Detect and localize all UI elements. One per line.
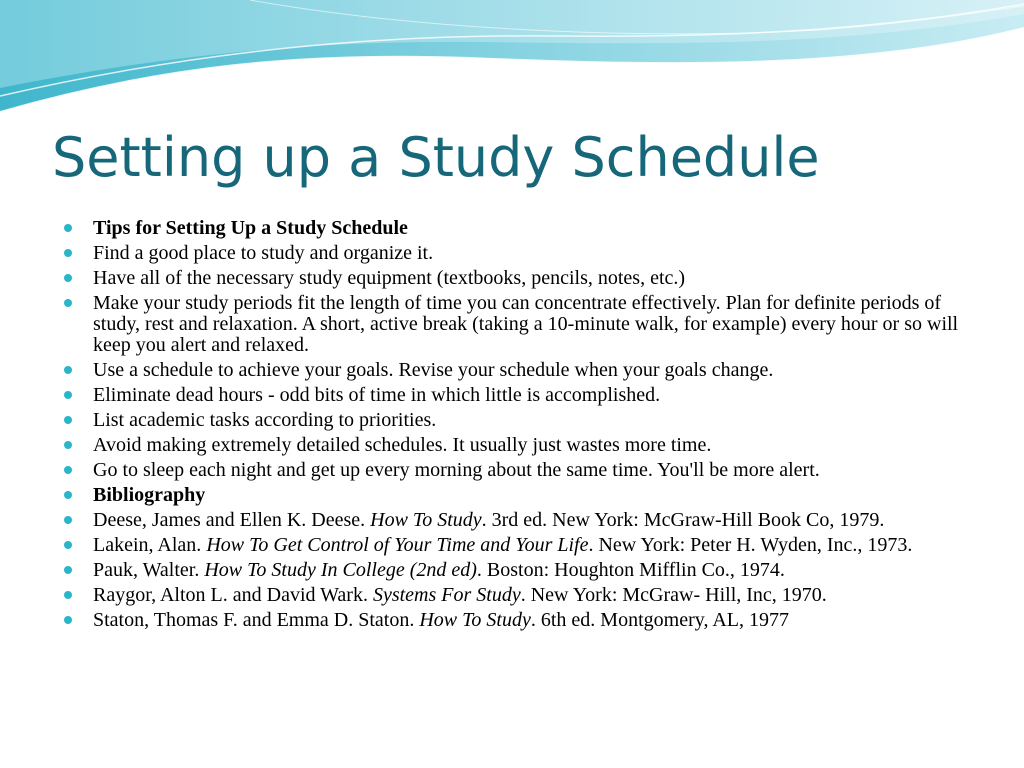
bullet-dot-icon: [64, 366, 72, 374]
list-item: [64, 243, 984, 264]
list-item: [64, 268, 984, 289]
bullet-dot-icon: [64, 466, 72, 474]
bib-publication: . Boston: Houghton Mifflin Co., 1974.: [476, 559, 785, 581]
bibliography-entry: [64, 560, 984, 581]
list-item: [64, 293, 984, 356]
bib-author: Staton, Thomas F. and Emma D. Staton.: [93, 609, 420, 631]
bib-author: Lakein, Alan.: [93, 534, 207, 556]
bibliography-text: [93, 559, 785, 581]
bib-publication: . New York: McGraw- Hill, Inc, 1970.: [520, 584, 827, 606]
list-item-text: Find a good place to study and organize it.: [93, 242, 434, 264]
bullet-dot-icon: [64, 491, 72, 499]
list-item-text: Avoid making extremely detailed schedules. It usually just wastes more time.: [93, 434, 712, 456]
header-wave-decoration: [0, 0, 1024, 130]
bib-author: Pauk, Walter.: [93, 559, 205, 581]
bullet-dot-icon: [64, 541, 72, 549]
bib-author: Raygor, Alton L. and David Wark.: [93, 584, 373, 606]
bib-title: Systems For Study: [372, 584, 521, 606]
list-item: [64, 218, 984, 239]
bullet-list: [64, 218, 984, 635]
list-item: [64, 410, 984, 431]
bullet-dot-icon: [64, 566, 72, 574]
list-item-text: Bibliography: [93, 484, 206, 506]
bullet-dot-icon: [64, 616, 72, 624]
list-item-text: Have all of the necessary study equipment (textbooks, pencils, notes, etc.): [93, 267, 686, 289]
bibliography-entry: [64, 510, 984, 531]
list-item-text: List academic tasks according to priorities.: [93, 409, 437, 431]
bibliography-text: [93, 534, 912, 556]
bibliography-text: [93, 609, 789, 631]
bib-publication: . New York: Peter H. Wyden, Inc., 1973.: [588, 534, 913, 556]
bib-publication: . 6th ed. Montgomery, AL, 1977: [530, 609, 789, 631]
list-item-text: Tips for Setting Up a Study Schedule: [93, 217, 408, 239]
bibliography-entry: [64, 535, 984, 556]
bullet-dot-icon: [64, 299, 72, 307]
bib-title: How To Study: [419, 609, 531, 631]
bullet-dot-icon: [64, 416, 72, 424]
bibliography-entry: [64, 610, 984, 631]
bibliography-entry: [64, 585, 984, 606]
list-item-text: Make your study periods fit the length of time you can concentrate effectively. Plan for definite periods of study, rest and relaxation. A short, active break (taking a 10-minute walk, for example) every hour or so will keep you alert and relaxed.: [93, 292, 959, 356]
bullet-dot-icon: [64, 591, 72, 599]
list-item-text: Use a schedule to achieve your goals. Revise your schedule when your goals change.: [93, 359, 774, 381]
bib-title: How To Study: [370, 509, 482, 531]
slide-title: Setting up a Study Schedule: [52, 126, 820, 189]
list-item: [64, 435, 984, 456]
list-item: [64, 385, 984, 406]
list-item: [64, 460, 984, 481]
bib-title: How To Get Control of Your Time and Your Life: [206, 534, 589, 556]
list-item: [64, 485, 984, 506]
list-item-text: Go to sleep each night and get up every morning about the same time. You'll be more alert.: [93, 459, 820, 481]
bib-title: How To Study In College (2nd ed): [204, 559, 477, 581]
bullet-dot-icon: [64, 441, 72, 449]
list-item: [64, 360, 984, 381]
list-item-text: Eliminate dead hours - odd bits of time in which little is accomplished.: [93, 384, 661, 406]
bib-publication: . 3rd ed. New York: McGraw-Hill Book Co, 1979.: [481, 509, 885, 531]
bibliography-text: [93, 509, 884, 531]
bib-author: Deese, James and Ellen K. Deese.: [93, 509, 371, 531]
bullet-dot-icon: [64, 249, 72, 257]
bullet-dot-icon: [64, 516, 72, 524]
bullet-dot-icon: [64, 274, 72, 282]
bullet-dot-icon: [64, 391, 72, 399]
bibliography-text: [93, 584, 827, 606]
bullet-dot-icon: [64, 224, 72, 232]
